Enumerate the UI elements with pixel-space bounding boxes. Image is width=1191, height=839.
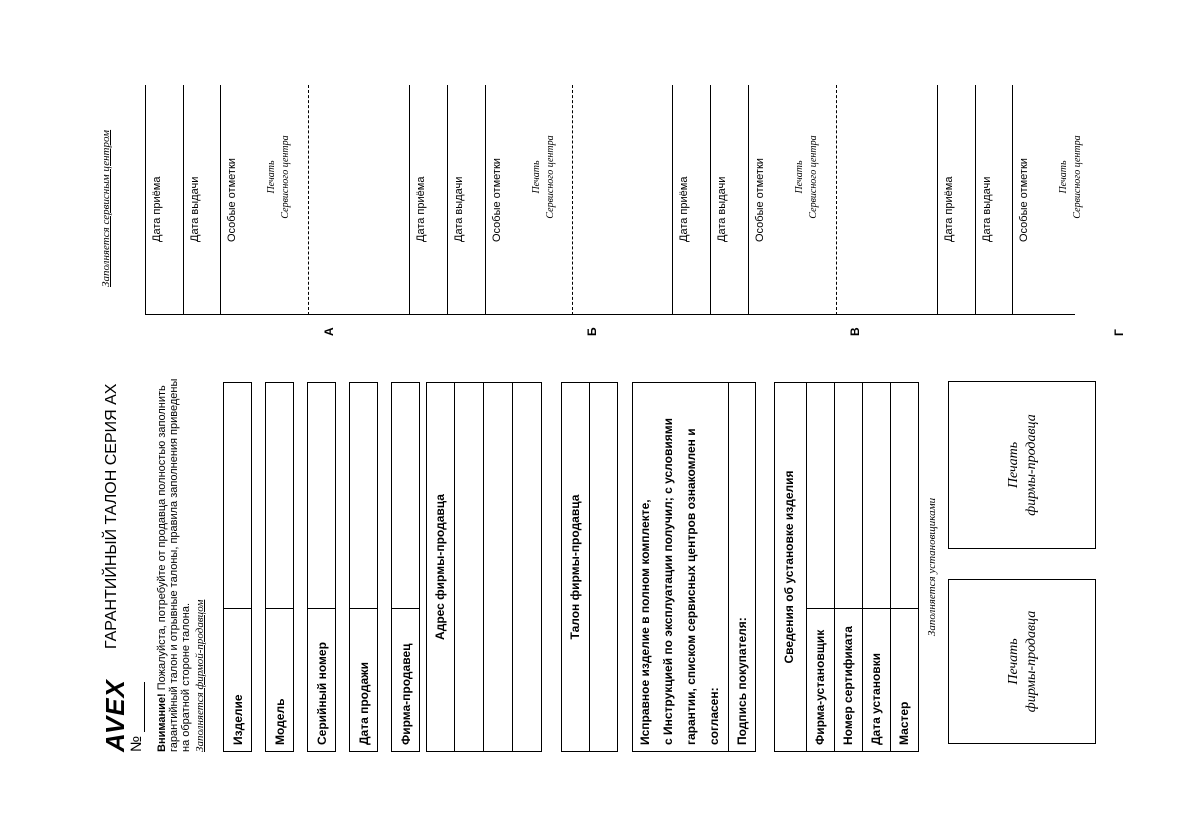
buyer-statement-line-4: согласен:: [707, 687, 721, 745]
coupon-b-stamp-line-2: Сервисного центра: [545, 135, 556, 219]
coupon-d-letter: Г: [1112, 329, 1126, 336]
filled-by-installers-note: Заполняется установщиками: [926, 497, 938, 637]
seller-stamp-right-line-1: Печать: [1006, 441, 1021, 489]
coupon-a-stamp-line-1: Печать: [266, 160, 277, 194]
attention-body: Пожалуйста, потребуйте от продавца полностью заполнить гарантийный талон и отрывные талоны, правила заполнения приведены на обратной стороне талона.: [156, 378, 192, 752]
model-field[interactable]: [265, 382, 294, 752]
coupon-c-issued-label[interactable]: Дата выдачи: [716, 176, 728, 242]
product-label: Изделие: [231, 694, 245, 745]
coupon-a-letter: А: [322, 327, 336, 336]
coupon-c-stamp-line-1: Печать: [794, 160, 805, 194]
installer-label[interactable]: Фирма-установщик: [813, 629, 827, 745]
attention-text: [156, 372, 192, 752]
coupon-d-issued-label[interactable]: Дата выдачи: [981, 176, 993, 242]
model-label: Модель: [273, 698, 287, 745]
buyer-statement-line-1: Исправное изделие в полном комплекте,: [638, 499, 652, 745]
master-label[interactable]: Мастер: [897, 701, 911, 745]
coupon-c-notes-label[interactable]: Особые отметки: [754, 158, 766, 242]
coupon-a-received-label[interactable]: Дата приёма: [151, 176, 163, 242]
coupon-c-stamp-line-2: Сервисного центра: [808, 135, 819, 219]
buyer-statement-line-2: с Инструкцией по эксплуатации получил; с условиями: [661, 418, 675, 745]
filled-by-seller-note: Заполняется фирмой-продавцом: [194, 599, 206, 752]
coupon-b-notes-label[interactable]: Особые отметки: [491, 158, 503, 242]
buyer-statement-line-3: гарантии, списком сервисных центров ознакомлен и: [684, 428, 698, 745]
page-title: ГАРАНТИЙНЫЙ ТАЛОН СЕРИЯ АХ: [103, 383, 120, 649]
seller-stamp-box-right: [948, 381, 1096, 549]
seller-label: Фирма-продавец: [399, 643, 413, 745]
seller-stamp-right-line-2: фирмы-продавца: [1024, 414, 1039, 516]
coupon-a-notes-label[interactable]: Особые отметки: [226, 158, 238, 242]
coupon-a-issued-label[interactable]: Дата выдачи: [189, 176, 201, 242]
seller-coupon-label: Талон фирмы-продавца: [568, 494, 582, 640]
number-label: №: [128, 735, 145, 752]
seller-address-label: Адрес фирмы-продавца: [433, 494, 447, 640]
coupon-c-letter: В: [848, 327, 862, 336]
coupon-b-letter: Б: [585, 327, 599, 336]
attention-label: Внимание!: [156, 693, 168, 752]
install-date-label[interactable]: Дата установки: [869, 652, 883, 745]
seller-stamp-left-line-2: фирмы-продавца: [1024, 610, 1039, 713]
coupon-b-stamp-line-1: Печать: [531, 160, 542, 194]
coupon-b-received-label[interactable]: Дата приёма: [415, 176, 427, 242]
coupon-d-stamp-line-2: Сервисного центра: [1072, 135, 1083, 219]
coupon-d-notes-label[interactable]: Особые отметки: [1018, 158, 1030, 242]
coupon-d-received-label[interactable]: Дата приёма: [943, 176, 955, 242]
seller-stamp-box-left: [948, 579, 1096, 744]
coupon-d-stamp-line-1: Печать: [1058, 160, 1069, 194]
filled-by-service-note: Заполняется сервисным центром: [100, 129, 112, 287]
buyer-signature-label: Подпись покупателя:: [735, 617, 749, 745]
coupon-c-received-label[interactable]: Дата приёма: [678, 176, 690, 242]
serial-label: Серийный номер: [315, 642, 329, 745]
number-underline: [144, 682, 145, 732]
seller-stamp-left-line-1: Печать: [1006, 638, 1021, 685]
installation-heading: Сведения об установке изделия: [782, 470, 796, 664]
coupon-b-issued-label[interactable]: Дата выдачи: [453, 176, 465, 242]
avex-logo: AVEX: [100, 679, 130, 752]
sale-date-label: Дата продажи: [357, 661, 371, 745]
coupon-a-stamp-line-2: Сервисного центра: [280, 135, 291, 219]
certificate-label[interactable]: Номер сертификата: [841, 626, 855, 745]
